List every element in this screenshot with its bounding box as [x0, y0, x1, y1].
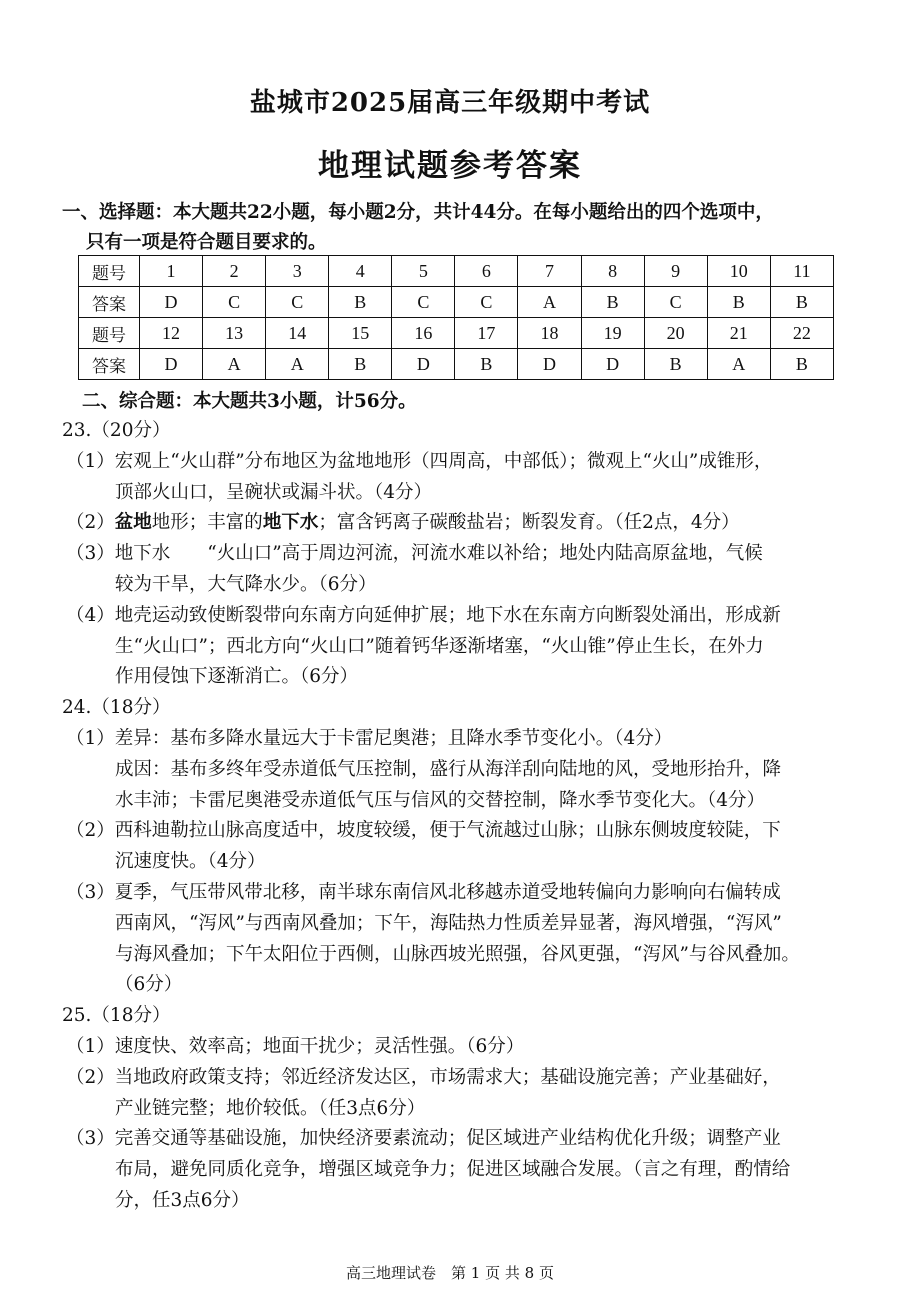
table-cell: B — [581, 287, 644, 318]
table-cell: B — [707, 287, 770, 318]
line-text: （3）完善交通等基础设施，加快经济要素流动；促区域进产业结构优化升级；调整产业 — [66, 1128, 781, 1150]
line-text: （4）地壳运动致使断裂带向东南方向延伸扩展；地下水在东南方向断裂处涌出，形成新 — [66, 604, 781, 626]
answer-line — [0, 786, 900, 817]
line-text: （6分） — [115, 974, 183, 996]
bold-keyword: 地下水 — [262, 512, 319, 534]
table-cell: C — [392, 287, 455, 318]
table-cell: C — [644, 287, 707, 318]
line-text: （2） — [66, 512, 115, 534]
answer-line — [0, 847, 900, 878]
line-text: 23.（20分） — [62, 420, 171, 441]
table-cell: 22 — [770, 318, 833, 349]
answer-line — [0, 816, 900, 847]
table-cell: 10 — [707, 256, 770, 287]
answer-line — [0, 1186, 900, 1217]
line-text: 作用侵蚀下逐渐消亡。（6分） — [115, 666, 359, 688]
table-row — [79, 287, 834, 318]
table-cell: 7 — [518, 256, 581, 287]
document-subtitle: 地理试题参考答案 — [318, 148, 582, 184]
line-text: （3）地下水 “火山口”高于周边河流，河流水难以补给；地处内陆高原盆地，气候 — [66, 543, 763, 565]
answer-line — [0, 447, 900, 478]
answer-line — [0, 601, 900, 632]
line-text: （2）西科迪勒拉山脉高度适中，坡度较缓，便于气流越过山脉；山脉东侧坡度较陡，下 — [66, 820, 781, 842]
line-text: 24.（18分） — [62, 697, 171, 719]
line-text: （1）差异：基布多降水量远大于卡雷尼奥港；且降水季节变化小。（4分） — [66, 727, 673, 749]
section1-heading-cont: 只有一项是符合题目要求的。 — [86, 232, 327, 253]
table-cell: 13 — [203, 318, 266, 349]
answer-line — [0, 632, 900, 663]
table-row — [79, 318, 834, 349]
table-cell: 17 — [455, 318, 518, 349]
row-header-cell: 答案 — [79, 349, 140, 380]
table-cell: 4 — [329, 256, 392, 287]
question-heading — [0, 416, 900, 447]
answer-line — [0, 508, 900, 539]
answer-line — [0, 1032, 900, 1063]
table-cell: 14 — [266, 318, 329, 349]
line-text: 西南风，“泻风”与西南风叠加；下午，海陆热力性质差异显著，海风增强，“泻风” — [115, 912, 782, 934]
answer-line — [0, 909, 900, 940]
table-cell: D — [581, 349, 644, 380]
table-cell: A — [203, 349, 266, 380]
line-text: 较为干旱，大气降水少。（6分） — [115, 573, 377, 595]
line-text: ；富含钙离子碳酸盐岩；断裂发育。（任2点，4分） — [318, 512, 740, 534]
table-cell: 12 — [140, 318, 203, 349]
line-text: 水丰沛；卡雷尼奥港受赤道低气压与信风的交替控制，降水季节变化大。（4分） — [115, 789, 766, 811]
row-header-cell: 题号 — [79, 318, 140, 349]
line-text: （1）宏观上“火山群”分布地区为盆地地形（四周高，中部低）；微观上“火山”成锥形， — [66, 450, 773, 472]
answer-line — [0, 878, 900, 909]
table-cell: 5 — [392, 256, 455, 287]
table-cell: A — [518, 287, 581, 318]
table-cell: A — [266, 349, 329, 380]
answer-line — [0, 662, 900, 693]
section2-heading: 二、综合题：本大题共3小题，计56分。 — [82, 391, 417, 412]
answer-line — [0, 1094, 900, 1125]
line-text: 分，任3点6分） — [115, 1189, 250, 1211]
table-cell: 16 — [392, 318, 455, 349]
answer-line — [0, 970, 900, 1001]
exam-title: 盐城市2025届高三年级期中考试 — [249, 88, 651, 118]
table-cell: 1 — [140, 256, 203, 287]
table-cell: D — [392, 349, 455, 380]
table-cell: D — [518, 349, 581, 380]
line-text: 25.（18分） — [62, 1005, 171, 1027]
line-text: （3）夏季，气压带风带北移，南半球东南信风北移越赤道受地转偏向力影响向右偏转成 — [66, 881, 781, 903]
table-cell: C — [266, 287, 329, 318]
answer-line — [0, 1155, 900, 1186]
line-text: 顶部火山口，呈碗状或漏斗状。（4分） — [115, 481, 433, 503]
row-header-cell: 答案 — [79, 287, 140, 318]
table-cell: B — [770, 287, 833, 318]
table-cell: 15 — [329, 318, 392, 349]
answer-line — [0, 724, 900, 755]
line-text: 成因：基布多终年受赤道低气压控制，盛行从海洋刮向陆地的风，受地形抬升，降 — [115, 758, 782, 780]
table-cell: 11 — [770, 256, 833, 287]
answer-line — [0, 1063, 900, 1094]
table-cell: A — [707, 349, 770, 380]
question-heading — [0, 1001, 900, 1032]
answer-line — [0, 940, 900, 971]
table-cell: 2 — [203, 256, 266, 287]
table-row — [79, 349, 834, 380]
bold-keyword: 盆地 — [114, 512, 152, 534]
table-cell: C — [203, 287, 266, 318]
table-cell: 19 — [581, 318, 644, 349]
table-cell: B — [329, 349, 392, 380]
table-cell: D — [140, 349, 203, 380]
line-text: 沉速度快。（4分） — [115, 851, 266, 873]
row-header-cell: 题号 — [79, 256, 140, 287]
answer-line — [0, 570, 900, 601]
table-cell: B — [644, 349, 707, 380]
table-cell: 21 — [707, 318, 770, 349]
table-cell: B — [455, 349, 518, 380]
answer-line — [0, 755, 900, 786]
table-cell: 20 — [644, 318, 707, 349]
section1-heading: 一、选择题：本大题共22小题，每小题2分，共计44分。在每小题给出的四个选项中， — [62, 202, 774, 223]
table-row — [79, 256, 834, 287]
line-text: 地形；丰富的 — [151, 512, 263, 534]
table-cell: 3 — [266, 256, 329, 287]
line-text: 布局，避免同质化竞争，增强区域竞争力；促进区域融合发展。（言之有理，酌情给 — [115, 1159, 791, 1181]
line-text: 与海风叠加；下午太阳位于西侧，山脉西坡光照强，谷风更强，“泻风”与谷风叠加。 — [115, 943, 800, 965]
table-cell: D — [140, 287, 203, 318]
answer-line — [0, 478, 900, 509]
table-cell: 6 — [455, 256, 518, 287]
answer-table — [78, 255, 834, 380]
answer-body — [0, 416, 900, 1217]
line-text: 产业链完整；地价较低。（任3点6分） — [115, 1097, 426, 1119]
table-cell: C — [455, 287, 518, 318]
table-cell: 18 — [518, 318, 581, 349]
answer-line — [0, 539, 900, 570]
table-cell: B — [329, 287, 392, 318]
line-text: （1）速度快、效率高；地面干扰少；灵活性强。（6分） — [66, 1035, 525, 1057]
question-heading — [0, 693, 900, 724]
table-cell: 8 — [581, 256, 644, 287]
table-cell: 9 — [644, 256, 707, 287]
page-footer: 高三地理试卷 第 1 页 共 8 页 — [346, 1264, 554, 1282]
line-text: 生“火山口”；西北方向“火山口”随着钙华逐渐堵塞，“火山锥”停止生长，在外力 — [115, 635, 764, 657]
table-cell: B — [770, 349, 833, 380]
line-text: （2）当地政府政策支持；邻近经济发达区，市场需求大；基础设施完善；产业基础好， — [66, 1066, 781, 1088]
answer-line — [0, 1124, 900, 1155]
